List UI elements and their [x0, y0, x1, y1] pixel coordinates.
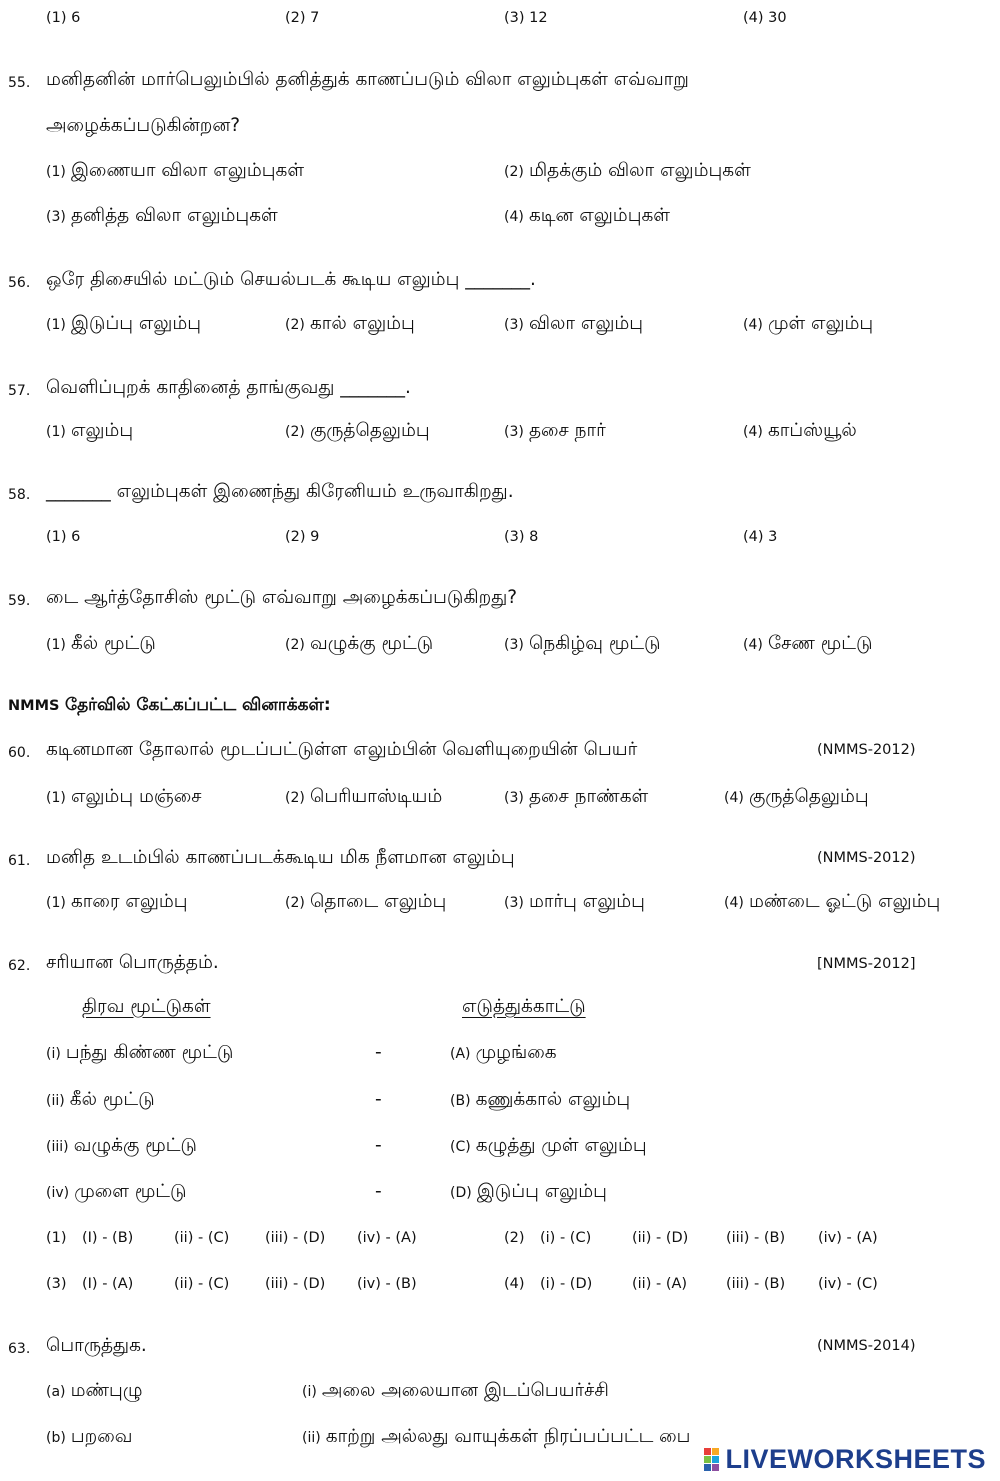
q62-left-item-1: (i) பந்து கிண்ண மூட்டு [46, 1042, 234, 1063]
q55-option-4: (4) கடின எலும்புகள் [504, 205, 670, 226]
q62-option-3-pair-2: (ii) - (C) [174, 1276, 230, 1292]
q55-option-1: (1) இணையா விலா எலும்புகள் [46, 160, 305, 181]
q58-option-4: (4) 3 [743, 529, 778, 545]
q54-option-2: (2) 7 [285, 10, 320, 26]
q62-option-3-pair-4: (iv) - (B) [357, 1276, 417, 1292]
q63-left-item-2: (b) பறவை [46, 1426, 133, 1447]
q62-dash-2: - [375, 1089, 382, 1110]
q58-option-2: (2) 9 [285, 529, 320, 545]
q62-exam-tag: [NMMS-2012] [817, 956, 916, 972]
q62-number: 62. [8, 958, 31, 974]
q58-option-1: (1) 6 [46, 529, 81, 545]
q57-option-2: (2) குருத்தெலும்பு [285, 420, 430, 441]
q61-exam-tag: (NMMS-2012) [817, 850, 916, 866]
q62-option-4-pair-4: (iv) - (C) [818, 1276, 878, 1292]
logo-square-2 [712, 1448, 719, 1455]
liveworksheets-watermark [704, 1444, 986, 1475]
q56-question: ஒரே திசையில் மட்டும் செயல்படக் கூடிய எலும்பு _______. [46, 269, 536, 290]
q62-option-1-pair-2: (ii) - (C) [174, 1230, 230, 1246]
q59-number: 59. [8, 593, 31, 609]
q62-option-2-pair-4: (iv) - (A) [818, 1230, 878, 1246]
logo-square-4 [712, 1456, 719, 1463]
q60-question: கடினமான தோலால் மூடப்பட்டுள்ள எலும்பின் வெளியுறையின் பெயர் [46, 739, 638, 760]
q62-option-4-pair-1: (i) - (D) [540, 1276, 593, 1292]
q58-option-3: (3) 8 [504, 529, 539, 545]
q56-option-2: (2) கால் எலும்பு [285, 313, 415, 334]
q55-question-line1: மனிதனின் மார்பெலும்பில் தனித்துக் காணப்படும் விலா எலும்புகள் எவ்வாறு [46, 69, 689, 90]
q62-right-item-3: (C) கழுத்து முள் எலும்பு [450, 1135, 647, 1156]
q62-option-3-pair-1: (I) - (A) [82, 1276, 134, 1292]
q57-option-1: (1) எலும்பு [46, 420, 134, 441]
liveworksheets-logo-icon [704, 1448, 719, 1471]
q62-option-1-pair-3: (iii) - (D) [265, 1230, 326, 1246]
q62-option-4-pair-3: (iii) - (B) [726, 1276, 786, 1292]
q62-right-item-2: (B) கணுக்கால் எலும்பு [450, 1089, 631, 1110]
q62-option-3-pair-3: (iii) - (D) [265, 1276, 326, 1292]
q62-question: சரியான பொருத்தம். [46, 952, 219, 973]
q61-option-4: (4) மண்டை ஓட்டு எலும்பு [724, 891, 941, 912]
q57-option-3: (3) தசை நார் [504, 420, 606, 441]
q55-question-line2: அழைக்கப்படுகின்றன? [46, 115, 241, 136]
q63-question: பொருத்துக. [46, 1335, 147, 1356]
q60-exam-tag: (NMMS-2012) [817, 742, 916, 758]
liveworksheets-wordmark: LIVEWORKSHEETS [725, 1444, 986, 1474]
q55-number: 55. [8, 75, 31, 91]
q62-option-4-pair-2: (ii) - (A) [632, 1276, 688, 1292]
q56-option-1: (1) இடுப்பு எலும்பு [46, 313, 202, 334]
q61-number: 61. [8, 853, 31, 869]
q63-exam-tag: (NMMS-2014) [817, 1338, 916, 1354]
q62-option-4-label: (4) [504, 1276, 525, 1292]
q61-option-1: (1) காரை எலும்பு [46, 891, 188, 912]
q60-option-2: (2) பெரியாஸ்டியம் [285, 786, 443, 807]
q57-number: 57. [8, 383, 31, 399]
q62-left-item-4: (iv) முளை மூட்டு [46, 1181, 187, 1202]
q62-option-1-label: (1) [46, 1230, 67, 1246]
q55-option-2: (2) மிதக்கும் விலா எலும்புகள் [504, 160, 751, 181]
q54-option-4: (4) 30 [743, 10, 787, 26]
q62-option-1-pair-4: (iv) - (A) [357, 1230, 417, 1246]
q59-option-3: (3) நெகிழ்வு மூட்டு [504, 633, 661, 654]
q62-left-item-3: (iii) வழுக்கு மூட்டு [46, 1135, 197, 1156]
q63-left-item-1: (a) மண்புழு [46, 1380, 143, 1401]
q62-option-2-label: (2) [504, 1230, 525, 1246]
q59-question: டை ஆர்த்தோசிஸ் மூட்டு எவ்வாறு அழைக்கப்படுகிறது? [46, 587, 518, 608]
q62-right-item-4: (D) இடுப்பு எலும்பு [450, 1181, 607, 1202]
q60-option-1: (1) எலும்பு மஞ்சை [46, 786, 202, 807]
q62-dash-3: - [375, 1135, 382, 1156]
q56-option-3: (3) விலா எலும்பு [504, 313, 644, 334]
q62-dash-4: - [375, 1181, 382, 1202]
q55-option-3: (3) தனித்த விலா எலும்புகள் [46, 205, 278, 226]
q57-option-4: (4) காப்ஸ்யூல் [743, 420, 857, 441]
q60-number: 60. [8, 745, 31, 761]
q63-right-item-2: (ii) காற்று அல்லது வாயுக்கள் நிரப்பப்பட்ட பை [302, 1426, 691, 1447]
q63-number: 63. [8, 1341, 31, 1357]
q54-option-3: (3) 12 [504, 10, 548, 26]
section-heading: NMMS தேர்வில் கேட்கப்பட்ட வினாக்கள்: [8, 695, 331, 715]
q59-option-2: (2) வழுக்கு மூட்டு [285, 633, 434, 654]
q63-right-item-1: (i) அலை அலையான இடப்பெயர்ச்சி [302, 1380, 609, 1401]
logo-square-6 [712, 1464, 719, 1471]
q61-option-2: (2) தொடை எலும்பு [285, 891, 447, 912]
q62-right-item-1: (A) முழங்கை [450, 1042, 557, 1063]
q62-dash-1: - [375, 1042, 382, 1063]
logo-square-3 [704, 1456, 711, 1463]
q62-left-item-2: (ii) கீல் மூட்டு [46, 1089, 155, 1110]
q59-option-4: (4) சேண மூட்டு [743, 633, 873, 654]
q62-column-left-heading: திரவ மூட்டுகள் [82, 996, 211, 1017]
q56-option-4: (4) முள் எலும்பு [743, 313, 874, 334]
q61-option-3: (3) மார்பு எலும்பு [504, 891, 645, 912]
q54-option-1: (1) 6 [46, 10, 81, 26]
q62-option-2-pair-3: (iii) - (B) [726, 1230, 786, 1246]
q62-option-2-pair-1: (i) - (C) [540, 1230, 592, 1246]
logo-square-1 [704, 1448, 711, 1455]
q56-number: 56. [8, 275, 31, 291]
q59-option-1: (1) கீல் மூட்டு [46, 633, 156, 654]
q60-option-4: (4) குருத்தெலும்பு [724, 786, 869, 807]
q60-option-3: (3) தசை நாண்கள் [504, 786, 649, 807]
logo-square-5 [704, 1464, 711, 1471]
q62-column-right-heading: எடுத்துக்காட்டு [462, 996, 586, 1017]
q61-question: மனித உடம்பில் காணப்படக்கூடிய மிக நீளமான எலும்பு [46, 847, 515, 868]
q58-question: _______ எலும்புகள் இணைந்து கிரேனியம் உருவாகிறது. [46, 481, 514, 502]
q58-number: 58. [8, 487, 31, 503]
q57-question: வெளிப்புறக் காதினைத் தாங்குவது _______. [46, 377, 411, 398]
q62-option-3-label: (3) [46, 1276, 67, 1292]
q62-option-1-pair-1: (I) - (B) [82, 1230, 134, 1246]
q62-option-2-pair-2: (ii) - (D) [632, 1230, 689, 1246]
